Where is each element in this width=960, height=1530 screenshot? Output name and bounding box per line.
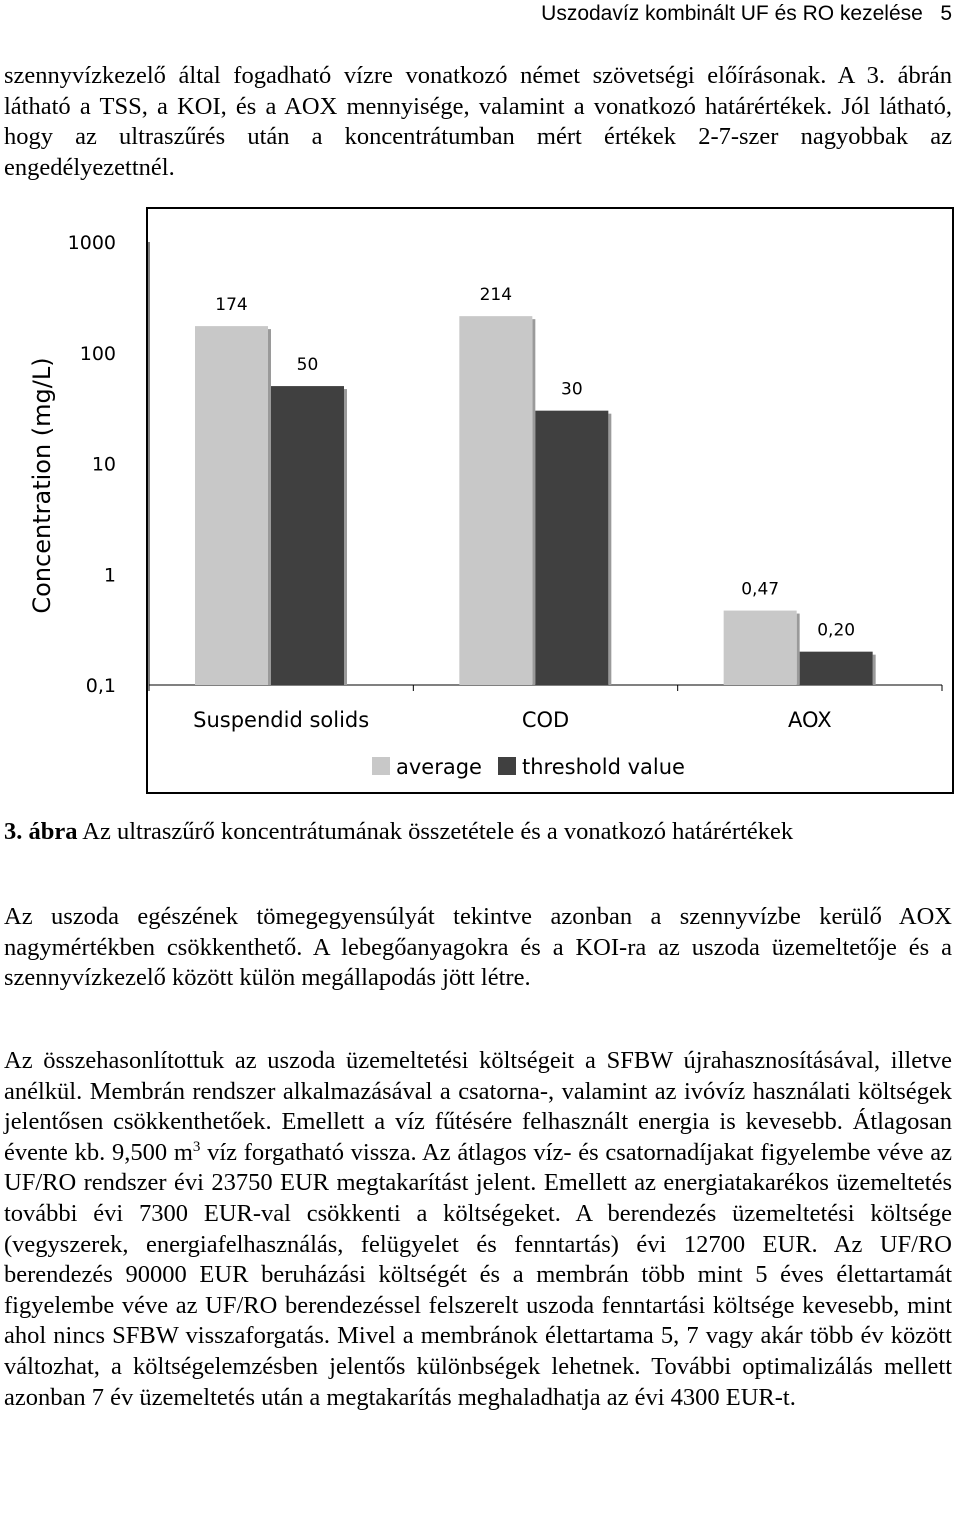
- bar-suspendid-solids-threshold-value: [271, 386, 344, 685]
- intro-paragraph: szennyvízkezelő által fogadható vízre vonatkozó német szövetségi előírásonak. A 3. ábrán látható a TSS, a KOI, és a AOX mennyisége, valamint a vonatkozó határértékek. Jól látható, hogy az ultraszűrés után a koncentrátumban mért értékek 2-7-szer nagyobbak az engedélyezettnél.: [4, 62, 952, 181]
- legend-label-threshold: threshold value: [522, 755, 685, 779]
- figure-chart: [146, 207, 954, 794]
- y-tick-label: 10: [91, 453, 116, 476]
- paragraph-3-part2: víz forgatható vissza. Az átlagos víz- és csatornadíjakat figyelembe véve az UF/RO rendszer évi 23750 EUR megtakarítást jelent. Emellett az energiatakarékos üzemeltetés további évi 7300 EUR-val csökkenti a költségeket. A berendezés üzemeltetési költsége (vegyszerek, energiafelhasználás, felügyelet és fenntartás) évi 12700 EUR. Az UF/RO berendezés 90000 EUR beruházási költségét és a membrán több mint 5 éves élettartamát figyelembe véve az UF/RO berendezéssel felszerelt uszoda fenntartási költsége kevesebb, mint ahol nincs SFBW visszaforgatás. Mivel a membránok élettartama 5, 7 vagy akár több év között változhat, a költségelemzésben jelentős különbségek lehetnek. További optimalizálás mellett azonban 7 év üzemeltetés után a megtakarítás meghaladhatja az évi 4300 EUR-t.: [4, 1138, 952, 1411]
- caption-label: 3. ábra: [4, 818, 78, 845]
- data-label: 30: [561, 379, 583, 400]
- x-tick-label: AOX: [788, 708, 832, 732]
- bar-aox-average: [724, 611, 797, 685]
- paragraph-3-part1: Az összehasonlítottuk az uszoda üzemeltetési költségeit a SFBW újrahasznosításával, illetve anélkül. Membrán rendszer alkalmazásával a csatorna-, valamint az ivóvíz használati költségek jelentősen csökkenthetőek. Emellett a víz fűtésére felhasznált energia is kevesebb. Átlagosan évente kb. 9,500 m: [4, 1047, 952, 1166]
- y-tick-label: 1000: [67, 232, 116, 254]
- y-tick-label: 1: [103, 564, 116, 587]
- bar-shadow: [268, 329, 271, 685]
- running-title: Uszodavíz kombinált UF és RO kezelése: [541, 2, 923, 25]
- figure-caption: [4, 818, 952, 846]
- paragraph-3: [4, 1046, 952, 1413]
- bar-suspendid-solids-average: [195, 326, 268, 685]
- y-tick-label: 100: [79, 342, 116, 365]
- data-label: 50: [296, 355, 319, 376]
- bar-aox-threshold-value: [800, 652, 873, 685]
- x-tick-label: Suspendid solids: [193, 708, 370, 732]
- bar-shadow: [608, 414, 611, 685]
- bar-shadow: [344, 389, 347, 685]
- running-header: [541, 2, 952, 26]
- bar-cod-average: [459, 316, 532, 685]
- page-number: 5: [940, 2, 952, 25]
- bar-cod-threshold-value: [535, 411, 608, 685]
- bar-chart: [148, 209, 952, 792]
- superscript-3: 3: [192, 1138, 201, 1155]
- caption-text: Az ultraszűrő koncentrátumának összetétele és a vonatkozó határértékek: [77, 818, 794, 845]
- bar-shadow: [532, 319, 535, 685]
- bar-shadow: [797, 614, 800, 685]
- x-tick-label: COD: [521, 708, 570, 732]
- y-axis: [0, 207, 146, 794]
- data-label: 174: [215, 295, 248, 316]
- paragraph-2: Az uszoda egészének tömegegyensúlyát tekintve azonban a szennyvízbe kerülő AOX nagymértékben csökkenthető. A lebegőanyagokra és a KOI-ra az uszoda üzemeltetője és a szennyvízkezelő között külön megállapodás jött létre.: [4, 903, 952, 992]
- legend-label-average: average: [396, 755, 482, 779]
- legend-swatch-average: [372, 757, 390, 775]
- data-label: 0,20: [817, 620, 856, 641]
- bar-shadow: [873, 655, 876, 685]
- data-label: 0,47: [741, 579, 780, 600]
- y-axis-title: Concentration (mg/L): [28, 357, 56, 614]
- legend-swatch-threshold: [498, 757, 516, 775]
- data-label: 214: [479, 285, 513, 306]
- y-tick-label: 0,1: [85, 675, 116, 697]
